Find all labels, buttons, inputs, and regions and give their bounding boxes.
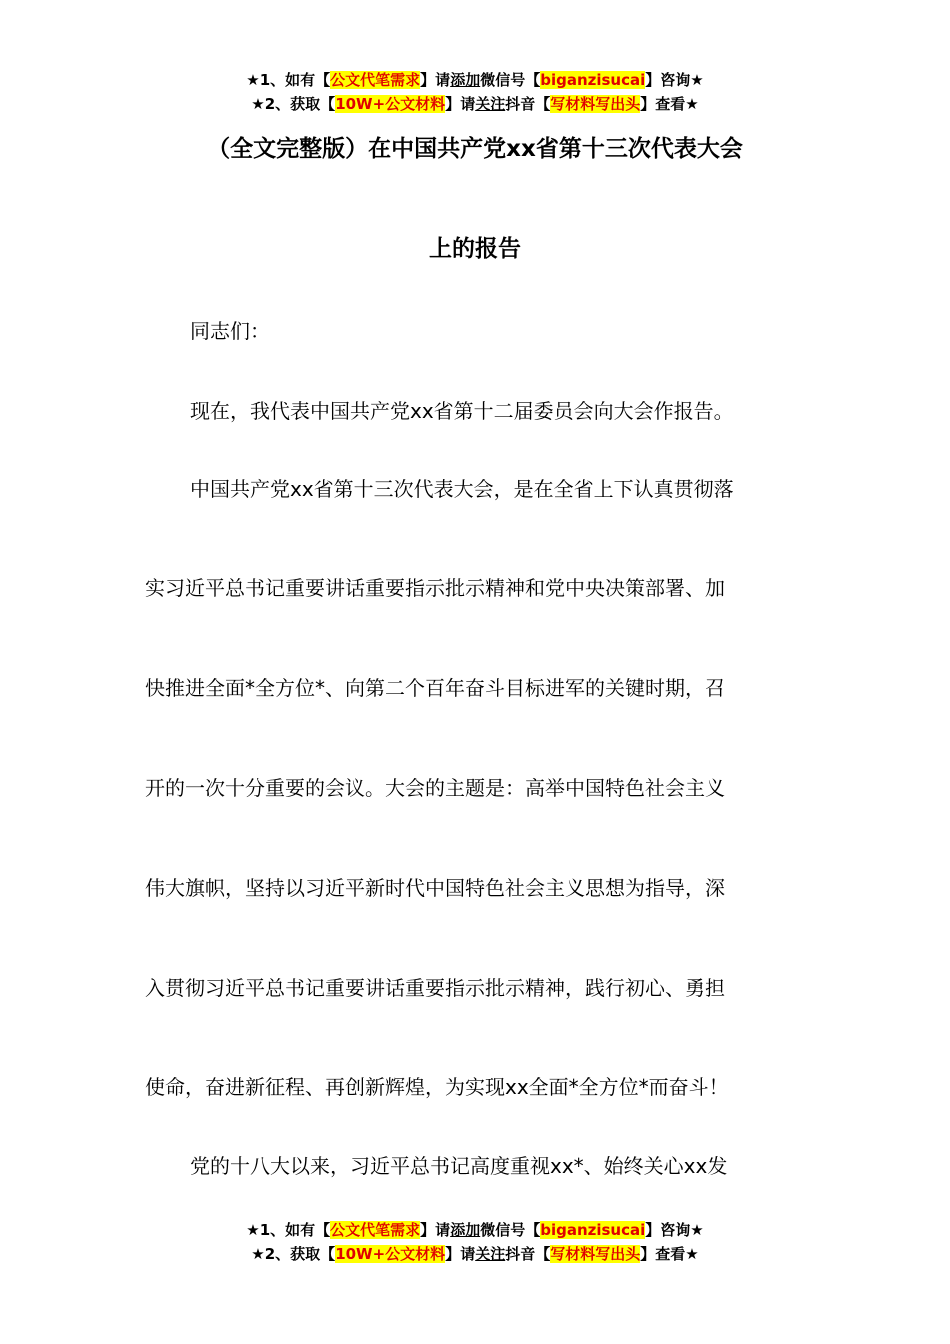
paragraph-line: 使命，奋进新征程、再创新辉煌，为实现xx全面*全方位*而奋斗！ — [145, 1075, 729, 1099]
banner-text: 微信号【 — [480, 71, 541, 89]
banner-line-2 — [0, 92, 950, 116]
banner-text: ★1、如有【 — [246, 1221, 331, 1239]
paragraph-line: 党的十八大以来，习近平总书记高度重视xx*、始终关心xx发 — [190, 1154, 728, 1178]
banner-line-1 — [0, 1218, 950, 1242]
banner-text: 抖音【 — [505, 1245, 551, 1263]
banner-highlight: biganzisucai — [540, 1221, 646, 1239]
paragraph-line: 快推进全面*全方位*、向第二个百年奋斗目标进军的关键时期，召 — [145, 676, 725, 700]
paragraph-line: 实习近平总书记重要讲话重要指示批示精神和党中央决策部署、加 — [145, 576, 725, 600]
banner-highlight: 写材料写出头 — [550, 1245, 641, 1263]
paragraph-line: 伟大旗帜，坚持以习近平新时代中国特色社会主义思想为指导，深 — [145, 876, 725, 900]
banner-underlined: 关注 — [475, 1245, 506, 1263]
banner-text: 抖音【 — [505, 95, 551, 113]
paragraph-line: 现在，我代表中国共产党xx省第十二届委员会向大会作报告。 — [190, 399, 734, 423]
paragraph-line: 开的一次十分重要的会议。大会的主题是：高举中国特色社会主义 — [145, 776, 725, 800]
banner-text: 】咨询★ — [645, 71, 704, 89]
banner-highlight: biganzisucai — [540, 71, 646, 89]
banner-underlined: 添加 — [450, 1221, 481, 1239]
banner-text: 】请 — [445, 95, 476, 113]
salutation: 同志们： — [190, 319, 270, 343]
banner-highlight: 公文代笔需求 — [330, 1221, 421, 1239]
banner-text: 】查看★ — [640, 1245, 699, 1263]
banner-text: 】咨询★ — [645, 1221, 704, 1239]
document-title-line-1: （全文完整版）在中国共产党xx省第十三次代表大会 — [207, 136, 743, 162]
banner-underlined: 添加 — [450, 71, 481, 89]
top-banner — [0, 68, 950, 116]
banner-text: ★1、如有【 — [246, 71, 331, 89]
banner-text: ★2、获取【 — [251, 1245, 336, 1263]
banner-underlined: 关注 — [475, 95, 506, 113]
banner-highlight: 10W+公文材料 — [335, 1245, 446, 1263]
banner-highlight: 写材料写出头 — [550, 95, 641, 113]
banner-highlight: 公文代笔需求 — [330, 71, 421, 89]
banner-text: 微信号【 — [480, 1221, 541, 1239]
banner-text: 】请 — [420, 1221, 451, 1239]
paragraph-line: 入贯彻习近平总书记重要讲话重要指示批示精神，践行初心、勇担 — [145, 976, 725, 1000]
paragraph-line: 中国共产党xx省第十三次代表大会，是在全省上下认真贯彻落 — [190, 477, 734, 501]
document-title-line-2: 上的报告 — [429, 236, 521, 262]
banner-highlight: 10W+公文材料 — [335, 95, 446, 113]
banner-text: ★2、获取【 — [251, 95, 336, 113]
bottom-banner — [0, 1218, 950, 1266]
banner-line-1 — [0, 68, 950, 92]
banner-line-2 — [0, 1242, 950, 1266]
banner-text: 】请 — [420, 71, 451, 89]
banner-text: 】请 — [445, 1245, 476, 1263]
banner-text: 】查看★ — [640, 95, 699, 113]
